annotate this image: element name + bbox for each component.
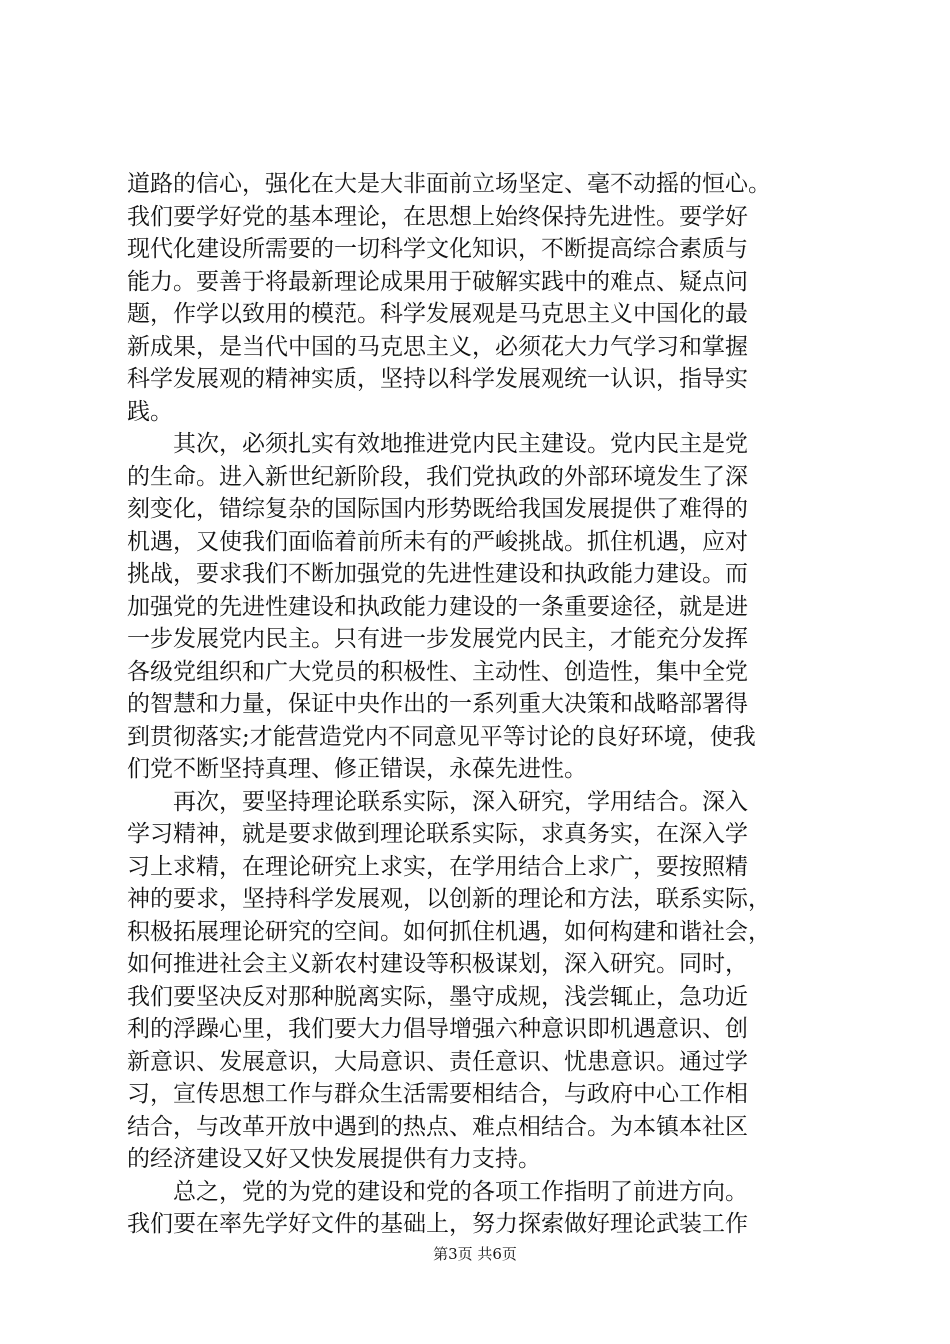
text-line: 一步发展党内民主。只有进一步发展党内民主，才能充分发挥: [127, 626, 748, 652]
text-line: 的经济建设又好又快发展提供有力支持。: [127, 1146, 541, 1172]
text-line: 利的浮躁心里，我们要大力倡导增强六种意识即机遇意识、创: [127, 1016, 748, 1042]
text-line: 习，宣传思想工作与群众生活需要相结合，与政府中心工作相: [127, 1081, 748, 1107]
text-line: 各级党组织和广大党员的积极性、主动性、创造性，集中全党: [127, 658, 748, 685]
text-line: 现代化建设所需要的一切科学文化知识，不断提高综合素质与: [127, 236, 748, 262]
text-line: 践。: [127, 398, 173, 425]
text-line: 题，作学以致用的模范。科学发展观是马克思主义中国化的最: [127, 301, 748, 327]
text-line: 习上求精，在理论研究上求实，在学用结合上求广，要按照精: [127, 853, 748, 880]
text-line: 到贯彻落实;才能营造党内不同意见平等讨论的良好环境，使我: [127, 723, 756, 750]
text-line: 新意识、发展意识，大局意识、责任意识、忧患意识。通过学: [127, 1048, 748, 1075]
text-line: 的智慧和力量，保证中央作出的一系列重大决策和战略部署得: [127, 691, 748, 717]
page-footer: 第3页 共6页: [433, 1245, 517, 1263]
text-line: 我们要坚决反对那种脱离实际，墨守成规，浅尝辄止，急功近: [127, 983, 748, 1010]
text-line: 如何推进社会主义新农村建设等积极谋划，深入研究。同时，: [127, 951, 748, 977]
text-line: 科学发展观的精神实质，坚持以科学发展观统一认识，指导实: [127, 366, 748, 392]
text-line: 的生命。进入新世纪新阶段，我们党执政的外部环境发生了深: [127, 463, 748, 490]
text-line: 能力。要善于将最新理论成果用于破解实践中的难点、疑点问: [127, 268, 748, 295]
text-line: 道路的信心，强化在大是大非面前立场坚定、毫不动摇的恒心。: [127, 171, 771, 197]
text-line: 总之，党的为党的建设和党的各项工作指明了前进方向。: [127, 1178, 748, 1205]
text-line: 我们要在率先学好文件的基础上，努力探索做好理论武装工作: [127, 1211, 748, 1237]
text-line: 其次，必须扎实有效地推进党内民主建设。党内民主是党: [127, 431, 748, 457]
text-line: 再次，要坚持理论联系实际，深入研究，学用结合。深入: [127, 788, 748, 815]
text-line: 学习精神，就是要求做到理论联系实际，求真务实，在深入学: [127, 821, 748, 847]
text-line: 我们要学好党的基本理论，在思想上始终保持先进性。要学好: [127, 203, 748, 230]
text-line: 挑战，要求我们不断加强党的先进性建设和执政能力建设。而: [127, 561, 748, 587]
body-text: [127, 168, 831, 1241]
text-line: 积极拓展理论研究的空间。如何抓住机遇，如何构建和谐社会，: [127, 918, 771, 945]
text-line: 结合，与改革开放中遇到的热点、难点相结合。为本镇本社区: [127, 1113, 748, 1140]
text-line: 神的要求，坚持科学发展观，以创新的理论和方法，联系实际，: [127, 886, 771, 912]
text-line: 刻变化，错综复杂的国际国内形势既给我国发展提供了难得的: [127, 496, 748, 522]
text-line: 机遇，又使我们面临着前所未有的严峻挑战。抓住机遇，应对: [127, 528, 748, 555]
text-line: 们党不断坚持真理、修正错误，永葆先进性。: [127, 756, 587, 782]
text-line: 加强党的先进性建设和执政能力建设的一条重要途径，就是进: [127, 593, 748, 620]
text-line: 新成果，是当代中国的马克思主义，必须花大力气学习和掌握: [127, 333, 748, 360]
